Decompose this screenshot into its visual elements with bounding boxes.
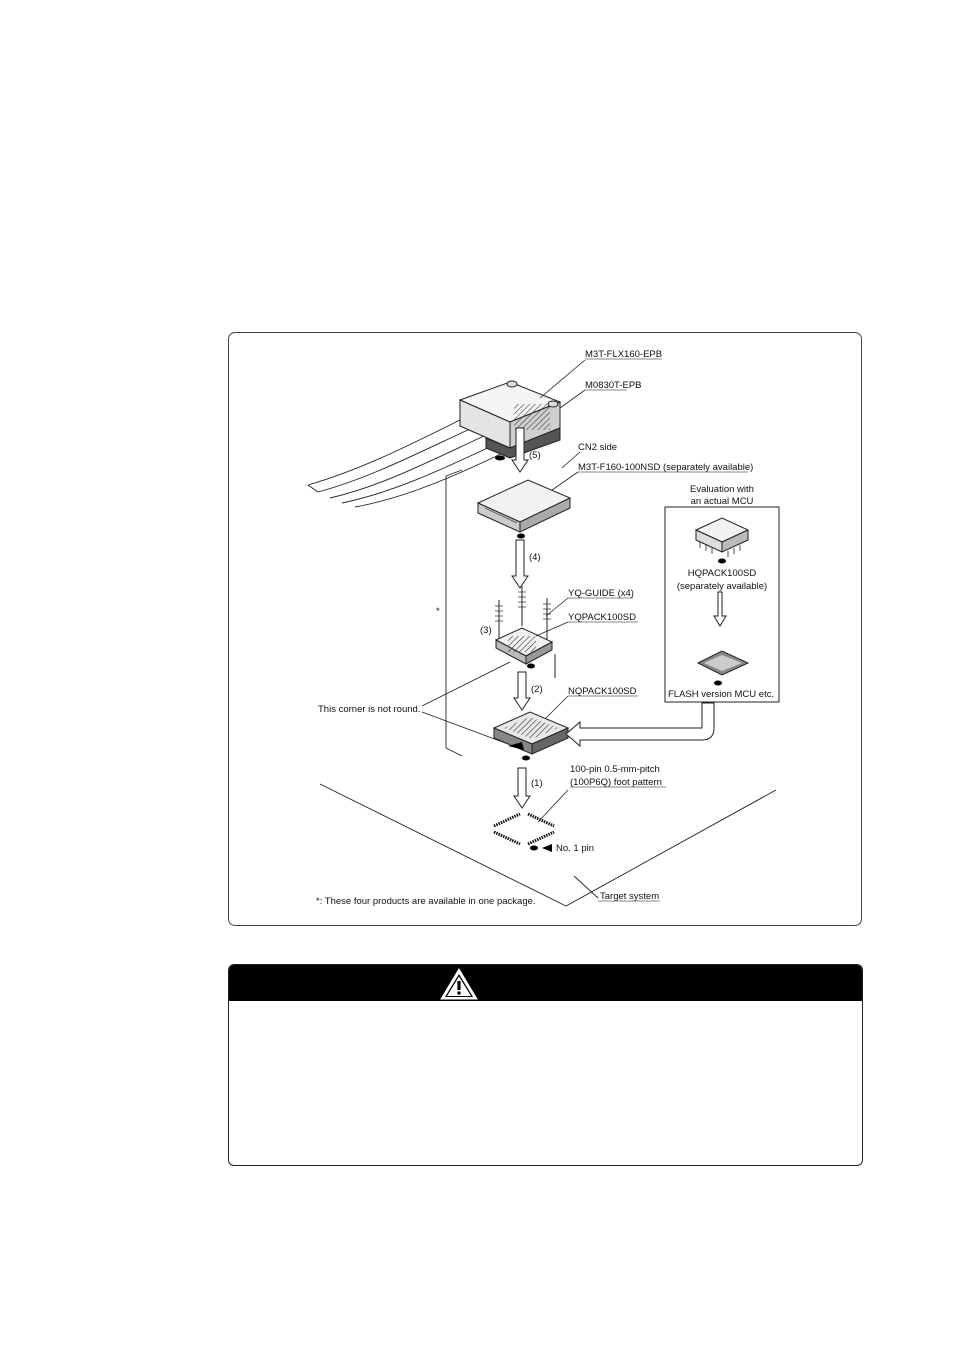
- label-step-1: (1): [531, 778, 543, 789]
- label-asterisk: *: [436, 606, 440, 617]
- eval-arrow: [566, 703, 714, 746]
- label-m0830t: M0830T-EPB: [585, 380, 642, 391]
- label-footnote: *: These four products are available in one package.: [316, 896, 536, 907]
- label-footprint-line2: (100P6Q) foot pattern: [570, 777, 662, 788]
- hqpack-adapter: [696, 518, 748, 564]
- package-bracket: [446, 470, 462, 756]
- target-system-outline: [320, 784, 776, 906]
- label-step-4: (4): [529, 552, 541, 563]
- label-footprint-line1: 100-pin 0.5-mm-pitch: [570, 764, 660, 775]
- label-hqpack-note: (separately available): [676, 581, 768, 592]
- caution-box: [228, 964, 863, 1166]
- flx160-block: [460, 381, 560, 461]
- nqpack-socket: [494, 712, 568, 761]
- foot-pattern: [494, 814, 554, 844]
- f160-adapter: [478, 480, 570, 539]
- warning-triangle-icon: [439, 967, 479, 1001]
- label-yq-guide: YQ-GUIDE (x4): [568, 588, 634, 599]
- yqpack-socket: [496, 628, 552, 669]
- label-f160: M3T-F160-100NSD (separately available): [578, 462, 754, 473]
- label-yqpack: YQPACK100SD: [568, 612, 636, 623]
- label-pin1: No. 1 pin: [556, 843, 595, 854]
- caution-header: [229, 965, 862, 1001]
- label-flx160: M3T-FLX160-EPB: [585, 349, 663, 360]
- label-eval-line2: an actual MCU: [690, 496, 754, 507]
- label-nqpack: NQPACK100SD: [568, 686, 637, 697]
- label-flash: FLASH version MCU etc.: [668, 689, 775, 700]
- flash-mcu: [698, 651, 748, 686]
- label-target-system: Target system: [600, 891, 660, 902]
- label-step-5: (5): [529, 450, 541, 461]
- label-step-2: (2): [531, 684, 543, 695]
- label-cn2-side: CN2 side: [578, 442, 618, 453]
- label-eval-line1: Evaluation with: [690, 484, 754, 495]
- pin1-arrow: [542, 844, 552, 852]
- label-hqpack: HQPACK100SD: [687, 568, 757, 579]
- label-step-3: (3): [480, 625, 492, 636]
- label-corner: This corner is not round.: [318, 704, 421, 715]
- pin1-dot: [530, 846, 538, 851]
